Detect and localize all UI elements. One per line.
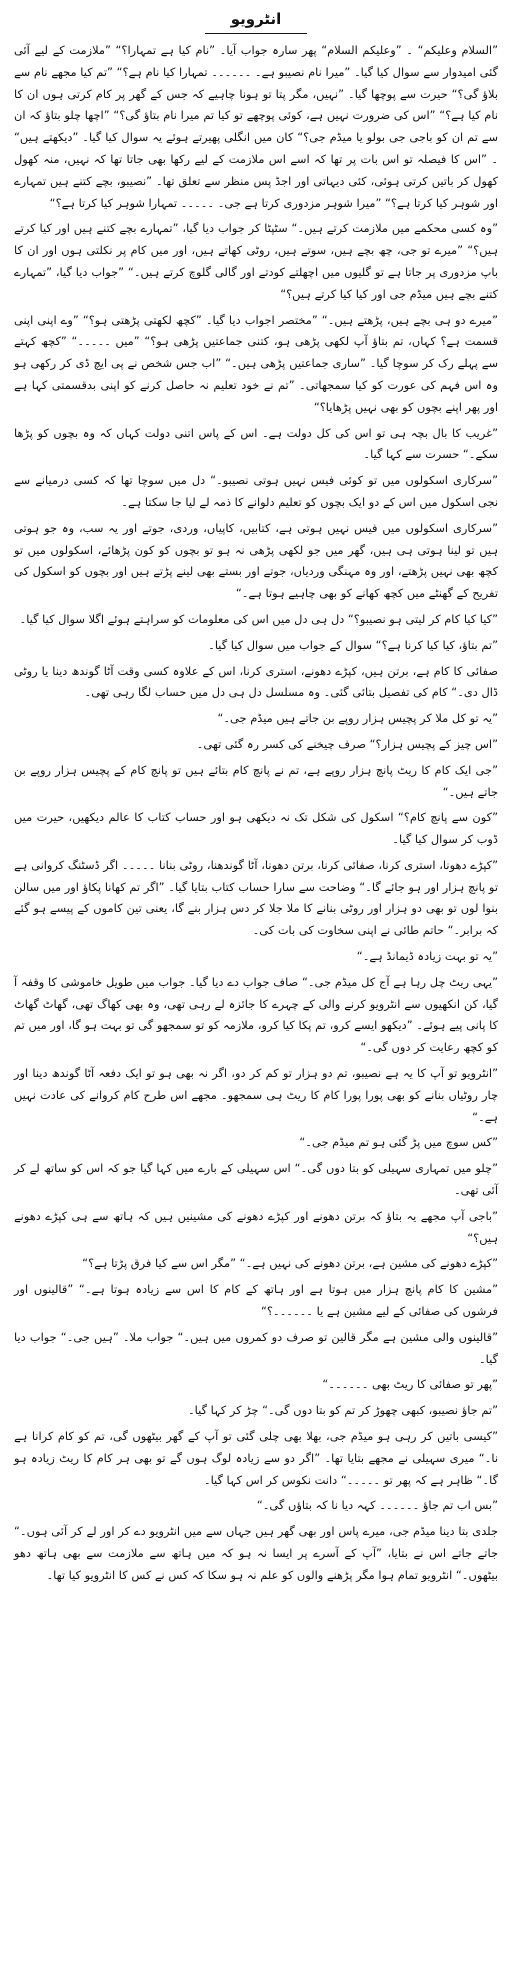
paragraph: ”یہی ریٹ چل رہا ہے آج کل میڈم جی۔“ صاف جواب دے دیا گیا۔ جواب میں طویل خاموشی کا وقفہ آ گیا، کن انکھیوں سے انٹرویو کرنے والی کے چہرے کا جائزہ لے رہی تھی، وہ بھی کھاگ تھی، گھاٹ گھاٹ کا پانی پیے ہوئے۔ ”دیکھو ایسے کرو، تم پکا کیا کرو، ملازمہ کو تو سمجھو گی تو بہت ہو گا، اور میں تم کو کچھ رعایت کر دوں گی۔“	[14, 974, 498, 1055]
title-wrap	[14, 8, 498, 34]
paragraph: ”میرے دو ہی بچے ہیں، پڑھتے ہیں۔“ ”مختصر اجواب دیا گیا۔ ”کچھ لکھتی پڑھتی ہو؟“ ”وے اپنی اپنی قسمت ہے؟ کہاں، تم بتاؤ آپ لکھی پڑھی ہو، کتنی جماعتیں پڑھی ہو؟“ ”میں ۔۔۔۔۔“ ”کچھ کہتے سے پہلے رک کر سوچا گیا۔ ”ساری جماعتیں پڑھی ہیں۔“ ”اب جس شخص نے پی ایچ ڈی کر رکھی ہو وہ اس فہم کی عورت کو کیا سمجھاتی۔ ”تم نے خود تعلیم نہ حاصل کرنے کو اپنی بدقسمتی کہا ہے اور پھر اپنے بچوں کو بھی نہیں پڑھایا؟“	[14, 312, 498, 414]
paragraph: ”تم جاؤ نصیبو، کبھی چھوڑ کر تم کو بتا دوں گی۔“ چڑ کر کہا گیا۔	[188, 1403, 498, 1418]
paragraph: ”قالینوں والی مشین ہے مگر قالین تو صرف دو کمروں میں ہیں۔“ جواب ملا۔ ”ہیں جی۔“ جواب دیا گیا۔	[14, 1329, 498, 1366]
paragraph: ”پھر تو صفائی کا ریٹ بھی ۔۔۔۔۔۔“	[322, 1377, 498, 1392]
paragraph: ”یہ تو بہت زیادہ ڈیمانڈ ہے۔“	[356, 949, 498, 964]
paragraph: ”تم بتاؤ، کیا کیا کرنا ہے؟“ سوال کے جواب میں سوال کیا گیا۔	[208, 637, 498, 652]
paragraph: صفائی کا کام ہے، برتن ہیں، کپڑے دھونے، استری کرنا، اس کے علاوہ کسی وقت آٹا گوندھ دینا یا روٹی ڈال دی۔“ کام کی تفصیل بتائی گئی۔ وہ مسلسل دل ہی دل میں حساب لگا رہی تھی۔	[14, 663, 498, 700]
paragraph: ”انٹرویو تو آپ کا یہ ہے نصیبو، تم دو ہزار تو کم کر دو، اگر نہ بھی ہو تو ایک دفعہ آٹا گوندھ دینا اور چار روٹیاں بنانے کو بھی پورا پورا کام کا ریٹ ہی سمجھو۔ مجھے اس طرح کام کروانے کی عادت نہیں ہے۔“	[14, 1066, 498, 1124]
paragraph: جلدی بتا دینا میڈم جی، میرے پاس اور بھی گھر ہیں جہاں سے میں انٹرویو دے کر اور لے کر آئی ہوں۔“ جاتے جاتے اس نے بتایا، ”آپ کے آسرے پر ایسا نہ ہو کہ میں ہاتھ سے ملازمت سے بھی ہاتھ دھو بیٹھوں۔“ انٹرویو تمام ہوا مگر پڑھنے والوں کو علم نہ ہو سکا کہ کس نے کس کا انٹرویو کیا تھا۔	[14, 1524, 498, 1582]
paragraph: ”السلام وعلیکم“ ۔ ”وعلیکم السلام“ پھر سارہ جواب آیا۔ ”نام کیا ہے تمہارا؟“ ”ملازمت کے لیے آئی گئی امیدوار سے سوال کیا گیا۔ ”میرا نام نصیبو ہے۔ ۔۔۔۔۔۔ تمہارا کیا نام ہے؟“ ”تم کیا مجھے نام سے بلاؤ گی؟“ حیرت سے پوچھا گیا۔ ”نہیں، مگر پتا تو ہونا چاہیے کہ جس کے گھر پر کام کرتی ہوں ان کا نام کیا ہے؟“ ”اس کی ضرورت نہیں ہے، کوئی پوچھے تو کیا تم میرا نام بتاؤ گی؟“ ”اچھا چلو بتاؤ کہ ان سے تم ان کو باجی جی بولو یا میڈم جی؟“ کان میں انگلی پھیرتے ہوئے یہ سوال کیا گیا۔ ”دیکھتے ہیں“ ۔ ”اس کا فیصلہ تو اس بات پر تھا کہ اسے اس ملازمت کے لیے رکھا بھی جاتا تھا کہ نہیں، منہ کھول کھول کر باتیں کرتی ہوئی، کئی دیہاتی اور اجڈ پس منظر سے تعلق تھا۔ ”نصیبو، بچے کتنے ہیں تمہارے اور شوہر کیا کرتا ہے؟“ ”میرا شوہر مزدوری کرتا ہے جی۔ ۔۔۔۔۔ تمہارا شوہر کیا کرتا ہے؟“	[14, 43, 498, 210]
article-title: انٹرویو	[205, 8, 308, 34]
paragraph: ”مشین کا کام پانچ ہزار میں ہوتا ہے اور ہاتھ کے کام کا اس سے زیادہ ہوتا ہے۔“ ”قالینوں اور فرشوں کی صفائی کے لیے مشین ہے یا ۔۔۔۔۔۔؟“	[14, 1282, 498, 1319]
paragraph: ”وہ کسی محکمے میں ملازمت کرتے ہیں۔“ سٹپٹا کر جواب دیا گیا، ”تمہارے بچے کتنے ہیں اور کیا کرتے ہیں؟“ ”میرے تو جی، چھ بچے ہیں، سوتے ہیں، روٹی کھاتے ہیں، اور میں کام پر نکلتی ہوں اور ان کا باپ مزدوری پر جاتا ہے تو گلیوں میں اچھلتے کودتے اور گالی گلوچ کرتے ہیں۔“ ”جواب دیا گیا، ”تمہارے کتنے بچے ہیں میڈم جی اور کیا کیا کرتے ہیں؟“	[14, 221, 498, 301]
paragraph: ”جی ایک کام کا ریٹ پانچ ہزار روپے ہے، تم نے پانچ کام بتائے ہیں تو پانچ کام کے پچیس ہزار روپے بن جاتے ہیں۔“	[14, 762, 498, 799]
paragraph: ”سرکاری اسکولوں میں فیس نہیں ہوتی ہے، کتابیں، کاپیاں، وردی، جوتے اور یہ سب، وہ جو ہوتی ہیں تو لینا ہوتی ہی ہیں، گھر میں جو لکھی پڑھی نہ ہو تو بچوں کو کون پڑھائے، اسکولوں میں تو کچھ بھی نہیں پڑھتے، اور وہ مہنگی وردیاں، جوتے اور بستے بھی لینے پڑتے ہیں اور بچوں کو اسکول کی تفریح کے گھنٹے میں کچھ کھانے کو بھی چاہیے ہوتا ہے۔“	[14, 520, 498, 601]
paragraph: ”کپڑے دھونا، استری کرنا، صفائی کرنا، برتن دھونا، آٹا گوندھنا، روٹی بنانا ۔۔۔۔۔ اگر ڈسٹنگ کروانی ہے تو پانچ ہزار اور ہو جائے گا۔“ وضاحت سے سارا حساب کتاب بتایا گیا۔ ”اگر تم کھانا پکاؤ اور میں سالن بنوا لوں تو بھی دو ہزار اور روٹی بنانے کا ملا جلا کر دس ہزار بنے گا، یعنی تین کاموں کے پیسے ہو گئے کہ برابر۔“ حاتم طائی نے اپنی سخاوت کی بات کی۔	[14, 857, 498, 938]
paragraph: ”کیا کیا کام کر لیتی ہو نصیبو؟“ دل ہی دل میں اس کی معلومات کو سراہتے ہوئے اگلا سوال کیا گیا۔	[19, 611, 498, 626]
paragraph: ”کیسی باتیں کر رہی ہو میڈم جی، بھلا بھی چلی گئی تو آپ کے گھر بیٹھوں گی، تم کو کام کرانا ہے نا۔“ میری سہیلی نے مجھے بتایا تھا۔ ”اگر دو سے زیادہ لوگ ہوں گے تو بھی ہر کام کا ریٹ زیادہ ہو گا۔“ ظاہر ہے کہ پھر تو ۔۔۔۔۔“ دانت نکوس کر اس کہا گیا۔	[14, 1429, 498, 1487]
paragraph: ”یہ تو کل ملا کر پچیس ہزار روپے بن جاتے ہیں میڈم جی۔“	[217, 711, 498, 726]
paragraph: ”اس چیز کے پچیس ہزار؟“ صرف چیخنے کی کسر رہ گئی تھی۔	[196, 736, 498, 751]
paragraph: ”بس اب تم جاؤ ۔۔۔۔۔۔ کہہ دیا نا کہ بتاؤں گی۔“	[256, 1498, 498, 1513]
paragraph: ”چلو میں تمہاری سہیلی کو بتا دوں گی۔“ اس سہیلی کے بارے میں کہا گیا جو کہ اس کو ساتھ لے کر آئی تھی۔	[14, 1161, 498, 1198]
paragraph: ”باجی آپ مجھے یہ بتاؤ کہ برتن دھونے اور کپڑے دھونے کی مشینیں ہیں کہ ہاتھ سے ہی کپڑے دھونے ہیں؟“	[14, 1208, 498, 1245]
paragraph: ”کون سے پانچ کام؟“ اسکول کی شکل تک نہ دیکھی ہو اور حساب کتاب کا عالم دیکھیں، حیرت میں ڈوب کر سوال کیا گیا۔	[14, 810, 498, 847]
paragraph: ”کس سوچ میں پڑ گئی ہو تم میڈم جی۔“	[299, 1135, 498, 1150]
paragraph: ”کپڑے دھونے کی مشین ہے، برتن دھونے کی نہیں ہے۔“ ”مگر اس سے کیا فرق پڑتا ہے؟“	[82, 1256, 498, 1271]
paragraph: ”سرکاری اسکولوں میں تو کوئی فیس نہیں ہوتی نصیبو۔“ دل میں سوچا تھا کہ کسی درمیانے سے نجی اسکول میں اس کے دو ایک بچوں کو تعلیم دلوانے کا ذمہ لے لیا جا سکتا ہے۔	[14, 473, 498, 509]
paragraph: ”غریب کا بال بچہ ہی تو اس کی کل دولت ہے۔ اس کے پاس اتنی دولت کہاں کہ وہ بچوں کو پڑھا سکے۔“ حسرت سے کہا گیا۔	[14, 425, 498, 462]
article-body	[14, 40, 498, 1587]
